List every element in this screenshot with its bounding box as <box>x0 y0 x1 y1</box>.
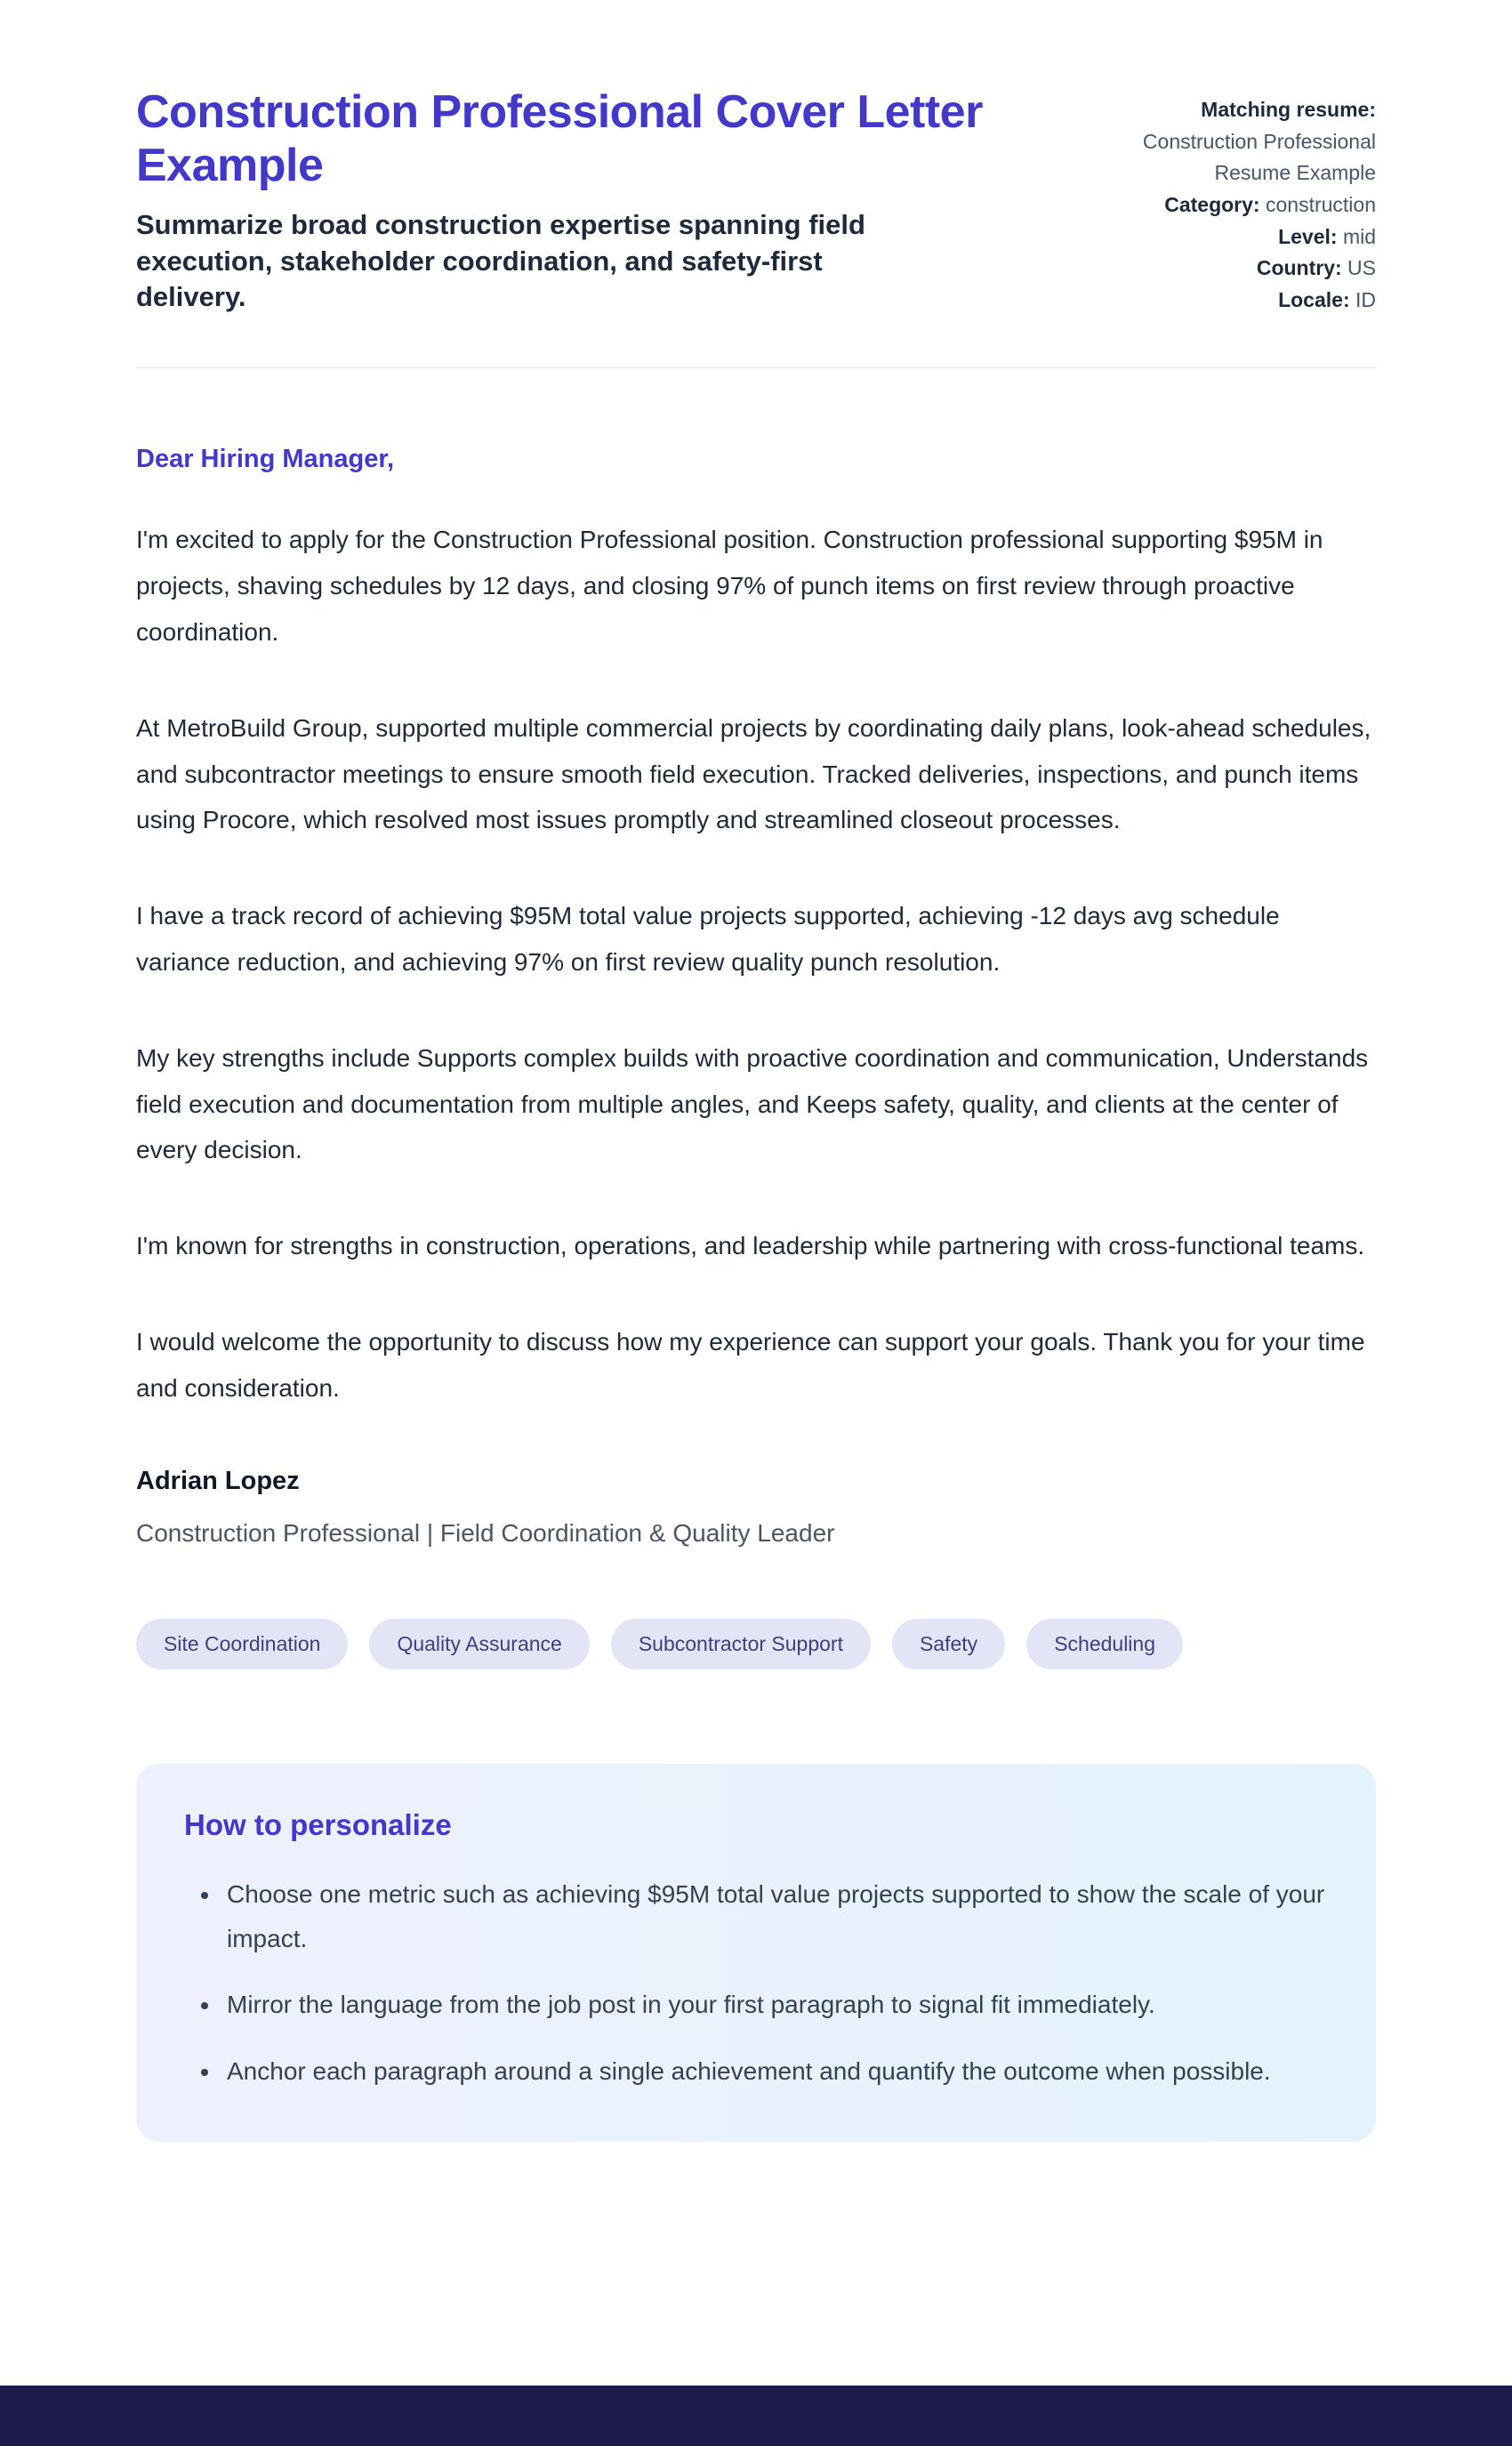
category-label: Category: <box>1164 192 1260 216</box>
personalize-tips-list <box>184 1872 1328 2095</box>
personalize-tip: • Mirror the language from the job post in your first paragraph to signal fit immediately. <box>221 1983 1328 2027</box>
cover-letter-page <box>136 0 1376 2142</box>
page-header <box>136 85 1376 316</box>
letter-greeting: Dear Hiring Manager, <box>136 445 395 474</box>
personalize-box <box>136 1764 1376 2143</box>
country-value: US <box>1347 256 1376 280</box>
level-label: Level: <box>1278 224 1338 248</box>
tag-badge: Scheduling <box>1026 1619 1183 1670</box>
level-row <box>1069 221 1376 253</box>
letter-paragraph: My key strengths include Supports complex builds with proactive coordination and communication, Understands field execution and documentation from multiple angles, and Keeps safety, quality, and clients at the center of every decision. <box>136 1043 1369 1164</box>
locale-label: Locale: <box>1278 287 1350 311</box>
letter-body <box>136 445 1376 1547</box>
letter-paragraph: I would welcome the opportunity to discuss how my experience can support your goals. Thank you for your time and consideration. <box>136 1328 1365 1402</box>
tag-badge: Quality Assurance <box>369 1619 589 1670</box>
matching-resume-link[interactable]: Construction Professional Resume Example <box>1142 129 1376 185</box>
category-value: construction <box>1265 192 1376 216</box>
matching-resume-row <box>1069 94 1376 189</box>
header-title-block <box>136 85 1033 316</box>
personalize-tip: • Choose one metric such as achieving $95M total value projects supported to show the scale of your impact. <box>221 1872 1328 1962</box>
tag-badge: Safety <box>892 1619 1005 1670</box>
country-label: Country: <box>1256 256 1342 280</box>
page-subtitle: Summarize broad construction expertise spanning field execution, stakeholder coordination, and safety-first delivery. <box>136 208 865 313</box>
letter-paragraph: I'm excited to apply for the Construction Professional position. Construction professional supporting $95M in projects, shaving schedules by 12 days, and closing 97% of punch items on first review through proactive coordination. <box>136 526 1323 647</box>
matching-resume-label: Matching resume: <box>1201 98 1376 121</box>
tag-badge: Site Coordination <box>136 1619 348 1670</box>
personalize-heading: How to personalize <box>184 1807 452 1841</box>
level-value: mid <box>1342 224 1376 248</box>
page-title: Construction Professional Cover Letter Example <box>136 86 983 192</box>
signature-title: Construction Professional | Field Coordination & Quality Leader <box>136 1518 835 1547</box>
category-row <box>1069 189 1376 221</box>
letter-paragraph: I have a track record of achieving $95M total value projects supported, achieving -12 days avg schedule variance reduction, and achieving 97% on first review quality punch resolution. <box>136 902 1280 977</box>
tags-row <box>136 1619 1376 1670</box>
header-divider <box>136 367 1376 368</box>
footer-bar <box>0 2386 1512 2446</box>
letter-paragraph: I'm known for strengths in construction, operations, and leadership while partnering with cross-functional teams. <box>136 1232 1365 1260</box>
locale-value: ID <box>1355 287 1376 311</box>
locale-row <box>1069 285 1376 317</box>
country-row <box>1069 253 1376 285</box>
letter-paragraph: At MetroBuild Group, supported multiple commercial projects by coordinating daily plans, look-ahead schedules, and subcontractor meetings to ensure smooth field execution. Tracked deliveries, inspections, and punch items using Procore, which resolved most issues promptly and streamlined closeout processes. <box>136 713 1371 834</box>
meta-panel <box>1069 85 1376 316</box>
personalize-tip: • Anchor each paragraph around a single achievement and quantify the outcome when possible. <box>221 2049 1328 2094</box>
signature-name: Adrian Lopez <box>136 1466 300 1495</box>
tag-badge: Subcontractor Support <box>611 1619 871 1670</box>
